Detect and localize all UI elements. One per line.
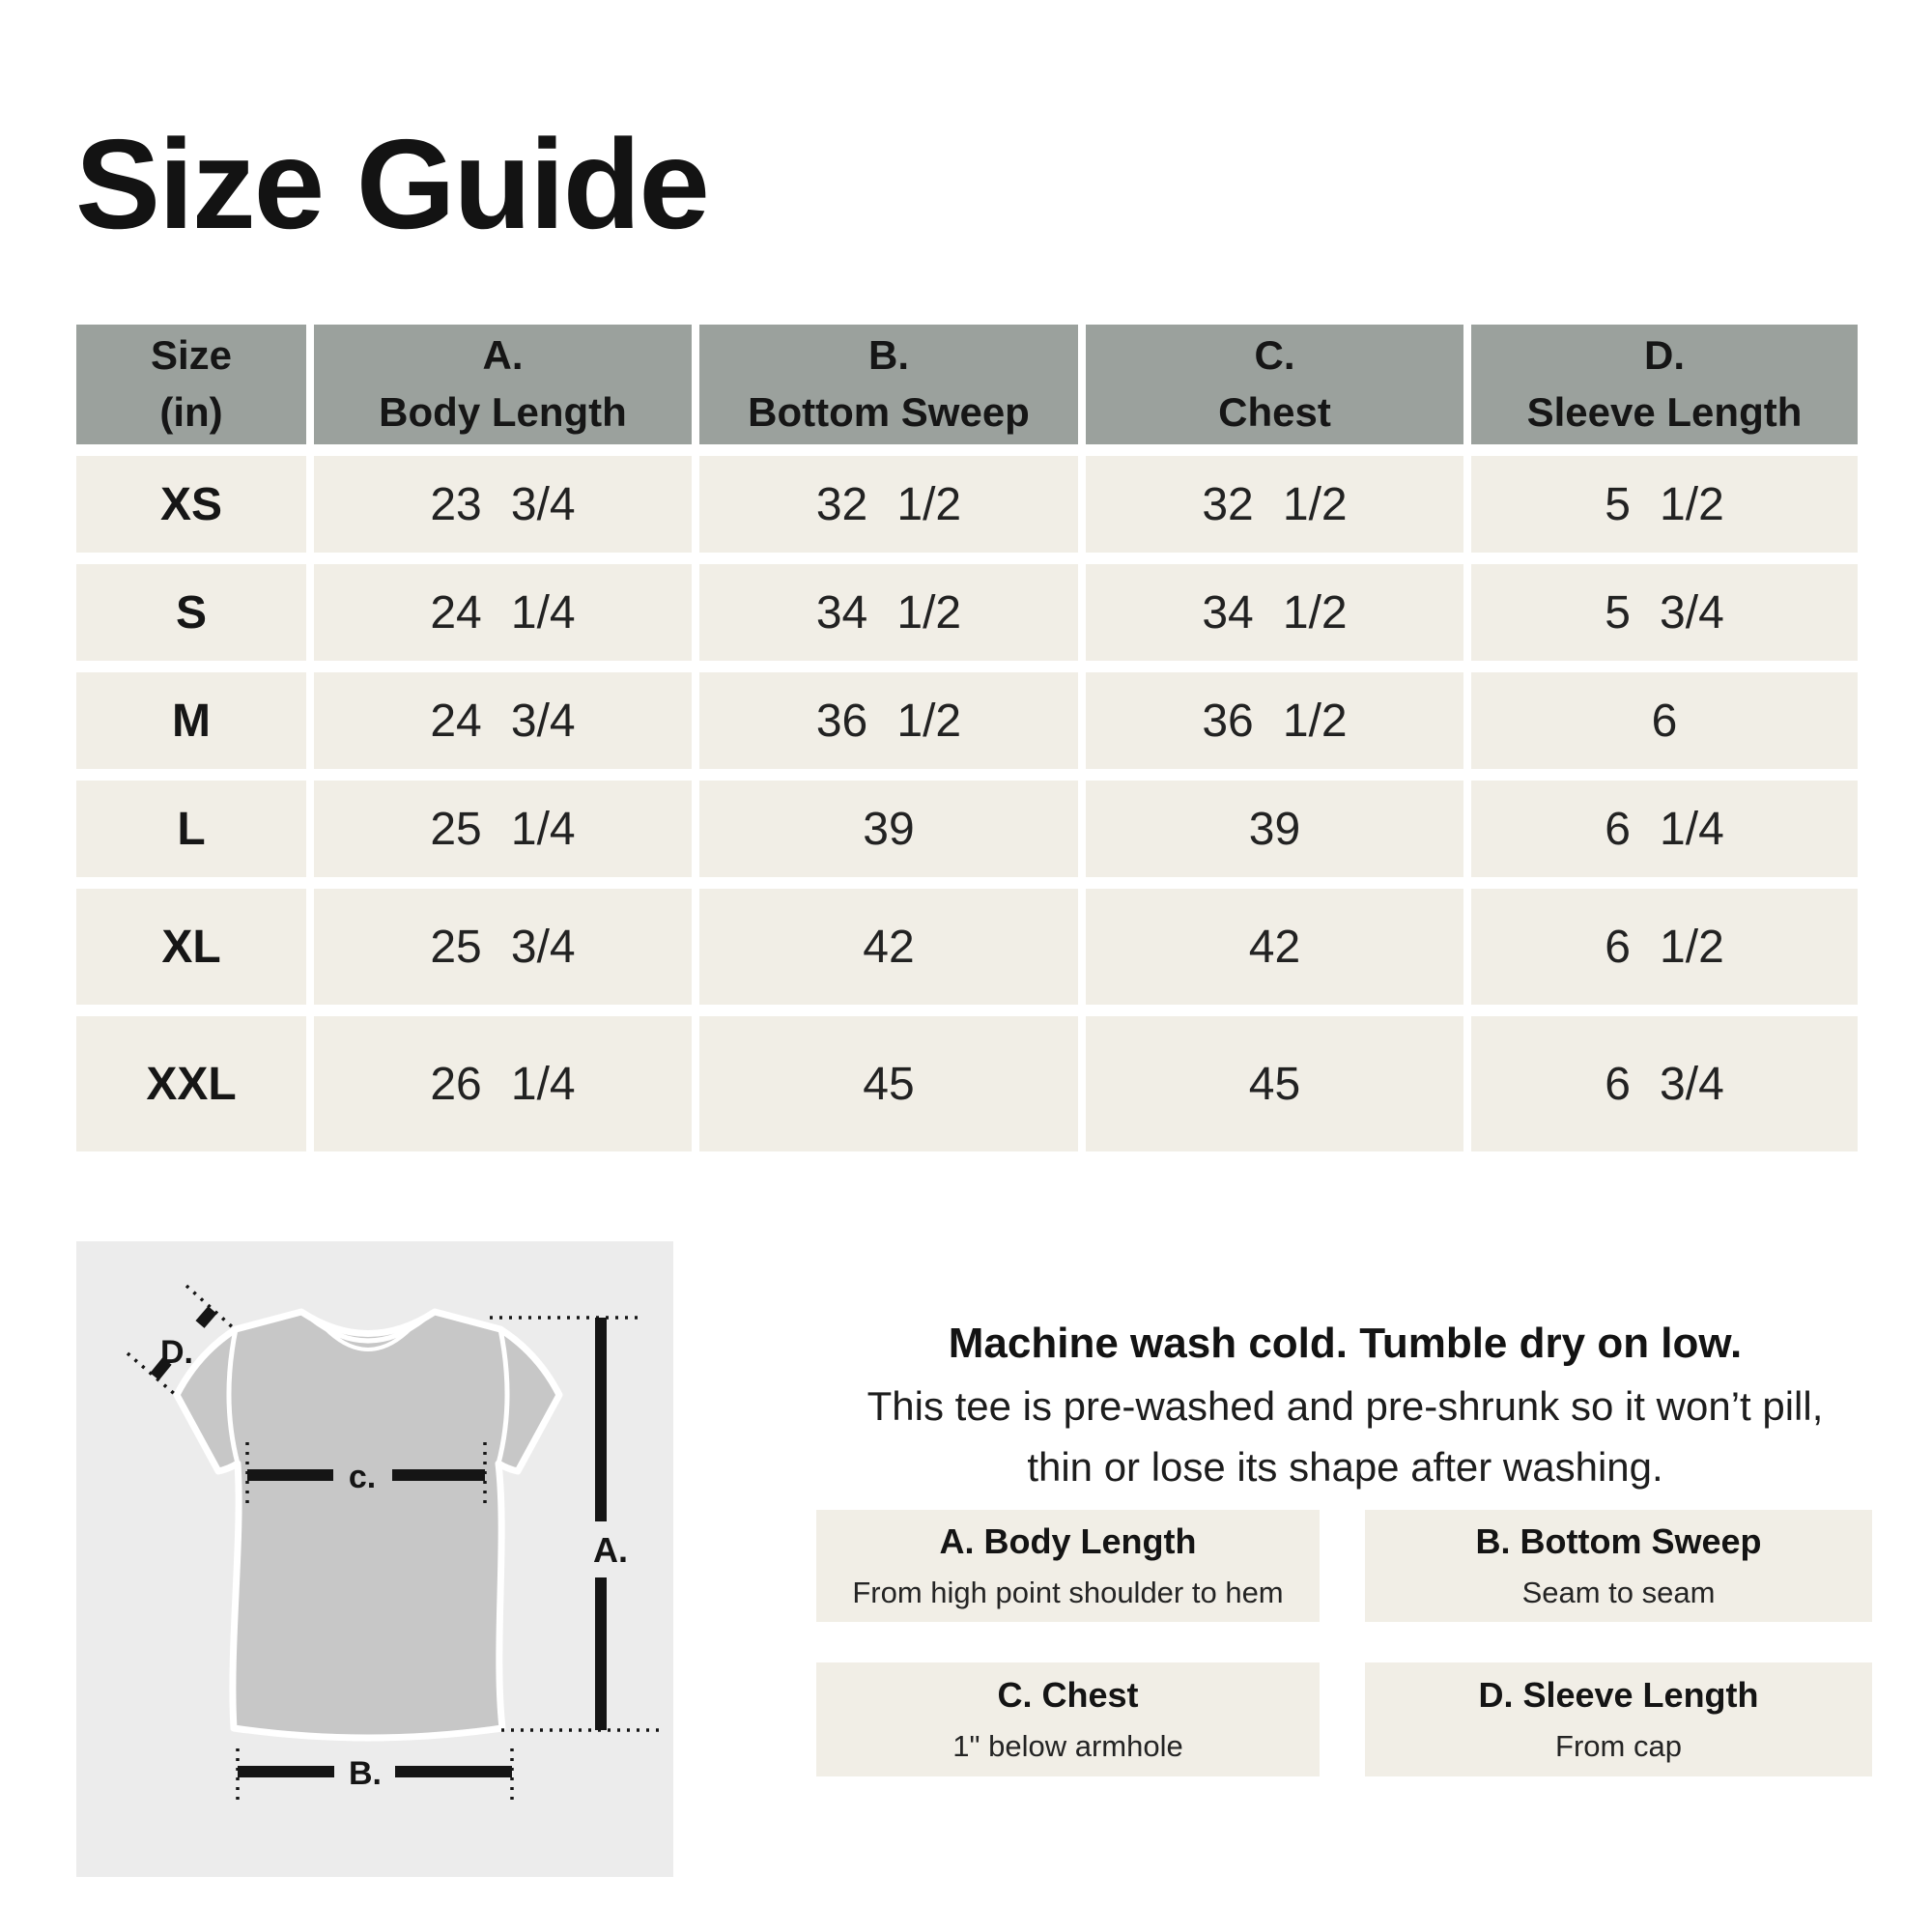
value-cell: 23 3/4 (314, 456, 692, 553)
size-cell-xl: XL (76, 889, 306, 1005)
header-chest-line1: C. (1254, 332, 1295, 379)
header-cell-size (76, 325, 306, 444)
value-cell: 42 (1086, 889, 1463, 1005)
value-cell: 6 3/4 (1471, 1016, 1858, 1151)
header-chest-line2: Chest (1218, 389, 1331, 435)
value-cell: 32 1/2 (699, 456, 1078, 553)
size-cell-l: L (76, 781, 306, 877)
value-cell: 42 (699, 889, 1078, 1005)
value-cell: 45 (1086, 1016, 1463, 1151)
value-cell: 36 1/2 (699, 672, 1078, 769)
care-line-3: thin or lose its shape after washing. (1027, 1444, 1663, 1490)
legend-box-sleeve-length (1365, 1662, 1872, 1776)
measurement-label-d: D. (160, 1334, 193, 1371)
legend-desc: 1" below armhole (952, 1729, 1183, 1763)
header-bottom-sweep-line1: B. (868, 332, 909, 379)
measurement-label-c: c. (348, 1459, 377, 1495)
header-size-line2: (in) (159, 389, 223, 435)
shirt-diagram-panel (76, 1241, 673, 1877)
value-cell: 36 1/2 (1086, 672, 1463, 769)
size-cell-m: M (76, 672, 306, 769)
value-cell: 6 1/2 (1471, 889, 1858, 1005)
measurement-label-b: B. (349, 1755, 382, 1792)
value-cell: 34 1/2 (1086, 564, 1463, 661)
header-body-length-line2: Body Length (379, 389, 627, 435)
value-cell: 5 3/4 (1471, 564, 1858, 661)
legend-desc: Seam to seam (1521, 1576, 1716, 1609)
value-cell: 25 3/4 (314, 889, 692, 1005)
value-cell: 6 1/4 (1471, 781, 1858, 877)
tshirt-measurement-diagram (76, 1241, 673, 1877)
measurement-label-a: A. (593, 1530, 628, 1570)
legend-title: B. Bottom Sweep (1475, 1521, 1762, 1561)
legend-title: C. Chest (997, 1675, 1139, 1715)
header-cell-chest (1086, 325, 1463, 444)
legend-box-chest (816, 1662, 1320, 1776)
value-cell: 39 (699, 781, 1078, 877)
legend-box-bottom-sweep (1365, 1510, 1872, 1622)
value-cell: 25 1/4 (314, 781, 692, 877)
value-cell: 34 1/2 (699, 564, 1078, 661)
value-cell: 32 1/2 (1086, 456, 1463, 553)
value-cell: 26 1/4 (314, 1016, 692, 1151)
value-cell: 24 1/4 (314, 564, 692, 661)
value-cell: 39 (1086, 781, 1463, 877)
header-cell-body-length (314, 325, 692, 444)
size-cell-s: S (76, 564, 306, 661)
value-cell: 5 1/2 (1471, 456, 1858, 553)
care-instructions (792, 1312, 1898, 1497)
legend-desc: From cap (1555, 1729, 1682, 1763)
header-size-line1: Size (150, 332, 233, 379)
header-sleeve-length-line1: D. (1644, 332, 1685, 379)
page-title: Size Guide (75, 113, 708, 255)
size-cell-xxl: XXL (76, 1016, 306, 1151)
care-title: Machine wash cold. Tumble dry on low. (948, 1320, 1743, 1367)
legend-title: D. Sleeve Length (1478, 1675, 1759, 1715)
value-cell: 24 3/4 (314, 672, 692, 769)
legend-title: A. Body Length (939, 1521, 1197, 1561)
header-body-length-line1: A. (482, 332, 524, 379)
value-cell: 6 (1471, 672, 1858, 769)
header-bottom-sweep-line2: Bottom Sweep (748, 389, 1030, 435)
size-table (76, 325, 1858, 1151)
value-cell: 45 (699, 1016, 1078, 1151)
care-line-2: This tee is pre-washed and pre-shrunk so it won’t pill, (867, 1383, 1824, 1429)
legend-desc: From high point shoulder to hem (852, 1576, 1284, 1609)
header-cell-sleeve-length (1471, 325, 1858, 444)
legend-box-body-length (816, 1510, 1320, 1622)
header-sleeve-length-line2: Sleeve Length (1526, 389, 1803, 435)
size-cell-xs: XS (76, 456, 306, 553)
header-cell-bottom-sweep (699, 325, 1078, 444)
